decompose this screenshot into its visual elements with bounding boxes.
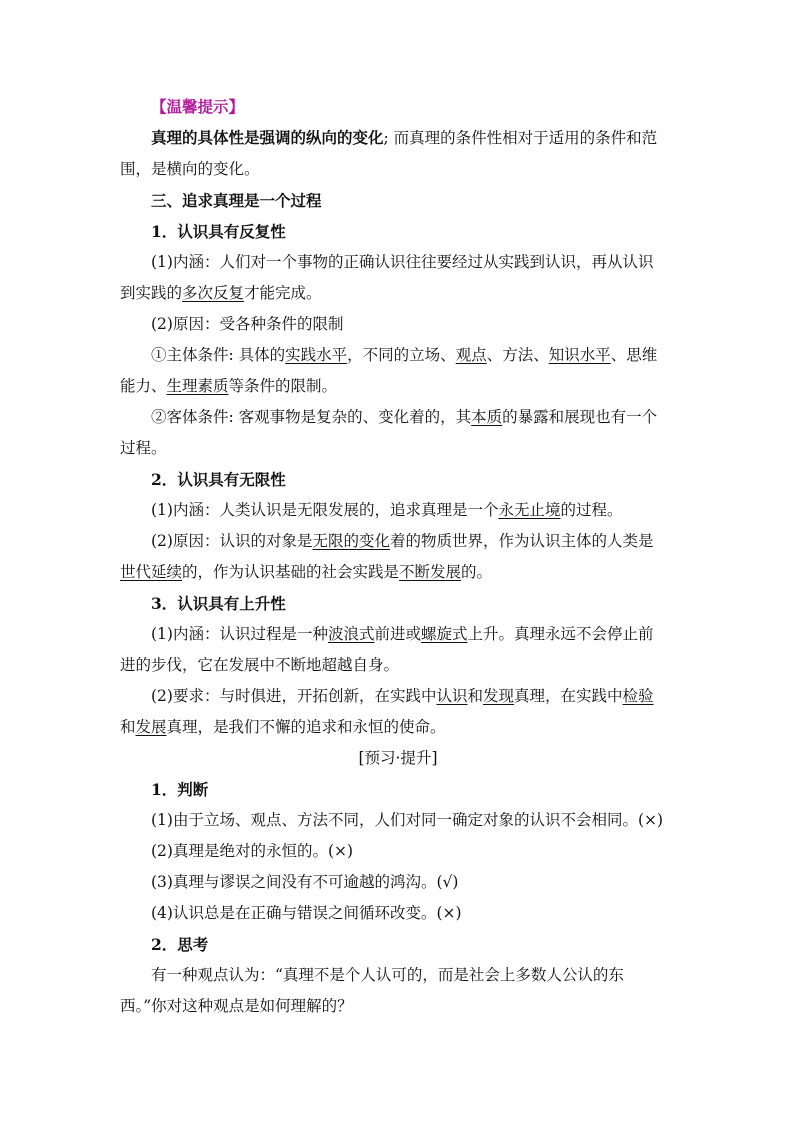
key-term: 检验 xyxy=(622,687,654,705)
paragraph-keti-cont: 过程。 xyxy=(120,439,167,457)
key-term: 发展 xyxy=(135,718,167,736)
text: 和 xyxy=(120,718,136,736)
text: 等条件的限制。 xyxy=(228,377,338,395)
text: 的，作为认识基础的社会实践是 xyxy=(182,563,400,581)
think-question-line1: 有一种观点认为：“真理不是个人认可的，而是社会上多数人公认的东 xyxy=(151,966,624,984)
think-heading: 2．思考 xyxy=(151,935,209,954)
tip-paragraph-line2: 围，是横向的变化。 xyxy=(120,160,260,178)
subsection-heading-1: 1．认识具有反复性 xyxy=(151,222,286,241)
judge-item: (3)真理与谬误之间没有不可逾越的鸿沟。(√) xyxy=(151,873,459,891)
judge-item: (2)真理是绝对的永恒的。(×) xyxy=(151,842,354,860)
think-question-line2: 西。”你对这种观点是如何理解的？ xyxy=(120,997,353,1015)
text: 着的物质世界，作为认识主体的人类是 xyxy=(389,532,654,550)
key-term: 不断发展 xyxy=(399,563,462,581)
text: (2)要求：与时俱进，开拓创新，在实践中 xyxy=(151,687,437,705)
preview-title: [预习·提升] xyxy=(358,749,438,767)
key-term: 无限的变化 xyxy=(312,532,390,550)
key-term: 螺旋式 xyxy=(421,625,468,643)
key-term: 世代延续 xyxy=(120,563,183,581)
text: ，不同的立场、 xyxy=(347,346,456,364)
key-term: 认识 xyxy=(436,687,468,705)
subsection-heading-2: 2．认识具有无限性 xyxy=(151,470,286,489)
document-body xyxy=(120,91,676,1022)
paragraph-neihan-1-cont xyxy=(120,278,676,309)
text: (1)内涵：人类认识是无限发展的，追求真理是一个 xyxy=(151,501,499,519)
paragraph-yuanyin-1: (2)原因：受各种条件的限制 xyxy=(151,315,344,333)
text: 、思维 xyxy=(610,346,658,364)
paragraph-neihan-2 xyxy=(120,495,676,526)
text: 真理，在实践中 xyxy=(514,687,623,705)
tip-text-bold: 真理的具体性是强调的纵向的变化 xyxy=(151,128,384,147)
text: 真理，是我们不懈的追求和永恒的使命。 xyxy=(166,718,446,736)
key-term: 实践水平 xyxy=(285,346,348,364)
paragraph-neihan-3-cont: 进的步伐，它在发展中不断地超越自身。 xyxy=(120,656,400,674)
judge-item: (1)由于立场、观点、方法不同，人们对同一确定对象的认识不会相同。(×) xyxy=(151,811,664,829)
text: 的。 xyxy=(461,563,493,581)
paragraph-yuanyin-2-cont xyxy=(120,557,676,588)
text: ②客体条件: 客观事物是复杂的、变化着的，其 xyxy=(151,408,472,426)
paragraph-yaoqiu-cont xyxy=(120,712,676,743)
key-term: 知识水平 xyxy=(548,346,611,364)
text: ①主体条件: 具体的 xyxy=(151,346,286,364)
subsection-heading-3: 3．认识具有上升性 xyxy=(151,594,286,613)
text: 的暴露和展现也有一个 xyxy=(502,408,658,426)
key-term: 永无止境 xyxy=(498,501,561,519)
key-term: 生理素质 xyxy=(166,377,229,395)
judge-heading: 1．判断 xyxy=(151,780,209,799)
text: 、方法、 xyxy=(486,346,549,364)
paragraph-yaoqiu xyxy=(120,681,676,712)
section-heading: 三、追求真理是一个过程 xyxy=(151,191,322,210)
paragraph-zhuti-cont xyxy=(120,371,676,402)
paragraph-neihan-3 xyxy=(120,619,676,650)
key-term: 多次反复 xyxy=(182,284,245,302)
key-term: 观点 xyxy=(455,346,487,364)
text: 才能完成。 xyxy=(244,284,322,302)
key-term: 波浪式 xyxy=(327,625,375,643)
text: 前进或 xyxy=(374,625,421,643)
key-term: 本质 xyxy=(471,408,503,426)
text: 和 xyxy=(467,687,483,705)
text: 到实践的 xyxy=(120,284,183,302)
text: 的过程。 xyxy=(560,501,623,519)
text: (2)原因：认识的对象是 xyxy=(151,532,313,550)
key-term: 发现 xyxy=(483,687,515,705)
text: 上升。真理永远不会停止前 xyxy=(467,625,654,643)
tip-title: 【温馨提示】 xyxy=(151,97,245,116)
paragraph-neihan-1: (1)内涵：人们对一个事物的正确认识往往要经过从实践到认识，再从认识 xyxy=(151,253,654,271)
paragraph-zhuti xyxy=(120,340,676,371)
paragraph-yuanyin-2 xyxy=(120,526,676,557)
paragraph-keti xyxy=(120,402,676,433)
text: 能力、 xyxy=(120,377,167,395)
tip-text: ; 而真理的条件性相对于适用的条件和范 xyxy=(383,129,658,147)
text: (1)内涵：认识过程是一种 xyxy=(151,625,328,643)
judge-item: (4)认识总是在正确与错误之间循环改变。(×) xyxy=(151,904,462,922)
tip-paragraph-line1 xyxy=(120,122,676,154)
